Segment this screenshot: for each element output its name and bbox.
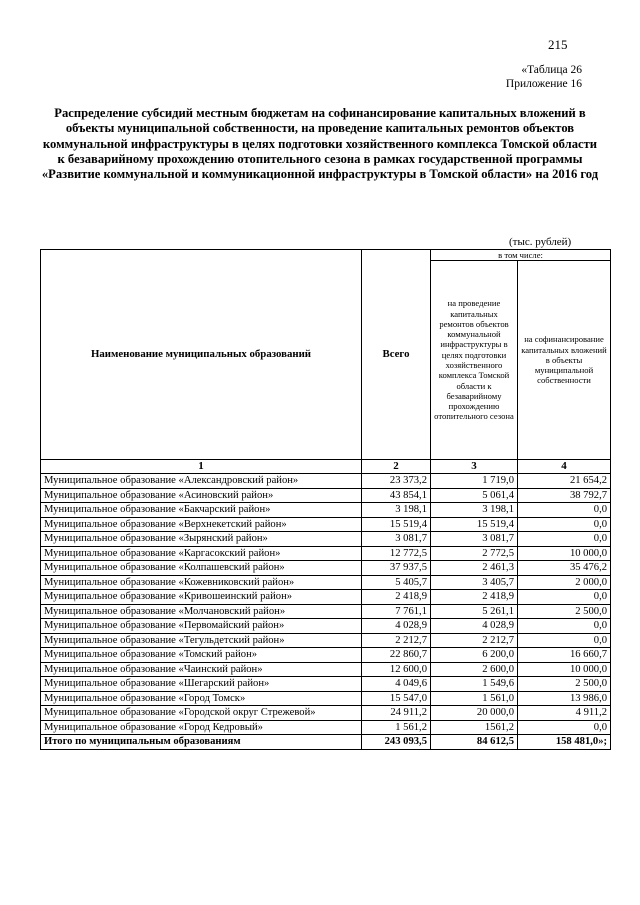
municipality-name: Муниципальное образование «Шегарский район» [41,677,362,692]
municipality-name: Муниципальное образование «Городской округ Стрежевой» [41,706,362,721]
municipality-name: Муниципальное образование «Зырянский район» [41,532,362,547]
total-value: 4 049,6 [362,677,431,692]
municipality-name: Муниципальное образование «Кожевниковский район» [41,575,362,590]
header-including: в том числе: [431,250,611,261]
document-title: Распределение субсидий местным бюджетам на софинансирование капитальных вложений в объекты муниципальной собственности, на проведение капитальных ремонтов объектов коммунальной инфраструктуры в целях подготовки хозяйственного комплекса Томской области к безаварийному прохождению отопительного сезона в рамках государственной программы «Развитие коммунальной и коммуникационной инфраструктуры в Томской области» на 2016 год [41,106,599,182]
municipality-name: Муниципальное образование «Первомайский район» [41,619,362,634]
repairs-value: 1 719,0 [431,474,518,489]
total-repairs: 84 612,5 [431,735,518,750]
municipality-name: Муниципальное образование «Кривошеинский район» [41,590,362,605]
total-value: 12 600,0 [362,662,431,677]
repairs-value: 4 028,9 [431,619,518,634]
municipality-name: Муниципальное образование «Верхнекетский район» [41,517,362,532]
municipality-name: Муниципальное образование «Тегульдетский район» [41,633,362,648]
header-repairs: на проведение капитальных ремонтов объектов коммунальной инфраструктуры в целях подготовки хозяйственного комплекса Томской области к безаварийному прохождению отопительного сезона [431,261,518,460]
total-value: 3 198,1 [362,503,431,518]
repairs-value: 2 461,3 [431,561,518,576]
total-label: Итого по муниципальным образованиям [41,735,362,750]
table-row [41,561,611,576]
total-row [41,735,611,750]
cofinancing-value: 2 000,0 [518,575,611,590]
cofinancing-value: 35 476,2 [518,561,611,576]
column-number: 1 [41,460,362,474]
municipality-name: Муниципальное образование «Асиновский район» [41,488,362,503]
total-value: 1 561,2 [362,720,431,735]
municipality-name: Муниципальное образование «Томский район» [41,648,362,663]
total-cofinancing: 158 481,0»; [518,735,611,750]
cofinancing-value: 38 792,7 [518,488,611,503]
total-value: 2 418,9 [362,590,431,605]
header-name: Наименование муниципальных образований [41,250,362,460]
column-number: 2 [362,460,431,474]
municipality-name: Муниципальное образование «Каргасокский район» [41,546,362,561]
repairs-value: 2 212,7 [431,633,518,648]
repairs-value: 5 061,4 [431,488,518,503]
cofinancing-value: 0,0 [518,517,611,532]
table-row [41,474,611,489]
appendix-number: Приложение 16 [505,78,582,90]
repairs-value: 1 549,6 [431,677,518,692]
repairs-value: 2 418,9 [431,590,518,605]
table-reference [506,63,582,91]
repairs-value: 1561,2 [431,720,518,735]
total-value: 5 405,7 [362,575,431,590]
repairs-value: 3 405,7 [431,575,518,590]
cofinancing-value: 0,0 [518,590,611,605]
table-row [41,604,611,619]
municipality-name: Муниципальное образование «Город Томск» [41,691,362,706]
header-cofinancing: на софинансирование капитальных вложений в объекты муниципальной собственности [518,261,611,460]
table-row [41,546,611,561]
municipality-name: Муниципальное образование «Чаинский район» [41,662,362,677]
cofinancing-value: 13 986,0 [518,691,611,706]
table-row [41,720,611,735]
table-row [41,503,611,518]
cofinancing-value: 16 660,7 [518,648,611,663]
repairs-value: 15 519,4 [431,517,518,532]
repairs-value: 20 000,0 [431,706,518,721]
cofinancing-value: 0,0 [518,619,611,634]
repairs-value: 2 772,5 [431,546,518,561]
column-number: 4 [518,460,611,474]
page-number: 215 [548,37,568,52]
municipality-name: Муниципальное образование «Колпашевский район» [41,561,362,576]
cofinancing-value: 2 500,0 [518,677,611,692]
table-row [41,662,611,677]
total-value: 23 373,2 [362,474,431,489]
cofinancing-value: 2 500,0 [518,604,611,619]
total-value: 22 860,7 [362,648,431,663]
table-number: «Таблица 26 [521,64,582,76]
table-row [41,590,611,605]
table-row [41,619,611,634]
table-row [41,648,611,663]
repairs-value: 3 198,1 [431,503,518,518]
subsidy-table [40,249,611,750]
cofinancing-value: 0,0 [518,532,611,547]
total-value: 24 911,2 [362,706,431,721]
total-value: 12 772,5 [362,546,431,561]
table-row [41,517,611,532]
cofinancing-value: 21 654,2 [518,474,611,489]
header-total: Всего [362,250,431,460]
total-value: 7 761,1 [362,604,431,619]
table-row [41,677,611,692]
municipality-name: Муниципальное образование «Бакчарский район» [41,503,362,518]
total-value: 15 519,4 [362,517,431,532]
total-value: 43 854,1 [362,488,431,503]
total-all: 243 093,5 [362,735,431,750]
cofinancing-value: 0,0 [518,503,611,518]
municipality-name: Муниципальное образование «Город Кедровый» [41,720,362,735]
table-row [41,706,611,721]
repairs-value: 2 600,0 [431,662,518,677]
repairs-value: 3 081,7 [431,532,518,547]
cofinancing-value: 0,0 [518,720,611,735]
repairs-value: 1 561,0 [431,691,518,706]
municipality-name: Муниципальное образование «Молчановский район» [41,604,362,619]
total-value: 37 937,5 [362,561,431,576]
table-row [41,691,611,706]
table-row [41,633,611,648]
municipality-name: Муниципальное образование «Александровский район» [41,474,362,489]
table-row [41,532,611,547]
cofinancing-value: 4 911,2 [518,706,611,721]
table-row [41,575,611,590]
table-row [41,488,611,503]
units-label: (тыс. рублей) [509,236,572,248]
repairs-value: 6 200,0 [431,648,518,663]
total-value: 4 028,9 [362,619,431,634]
column-number: 3 [431,460,518,474]
cofinancing-value: 10 000,0 [518,662,611,677]
total-value: 15 547,0 [362,691,431,706]
repairs-value: 5 261,1 [431,604,518,619]
total-value: 3 081,7 [362,532,431,547]
total-value: 2 212,7 [362,633,431,648]
cofinancing-value: 0,0 [518,633,611,648]
cofinancing-value: 10 000,0 [518,546,611,561]
